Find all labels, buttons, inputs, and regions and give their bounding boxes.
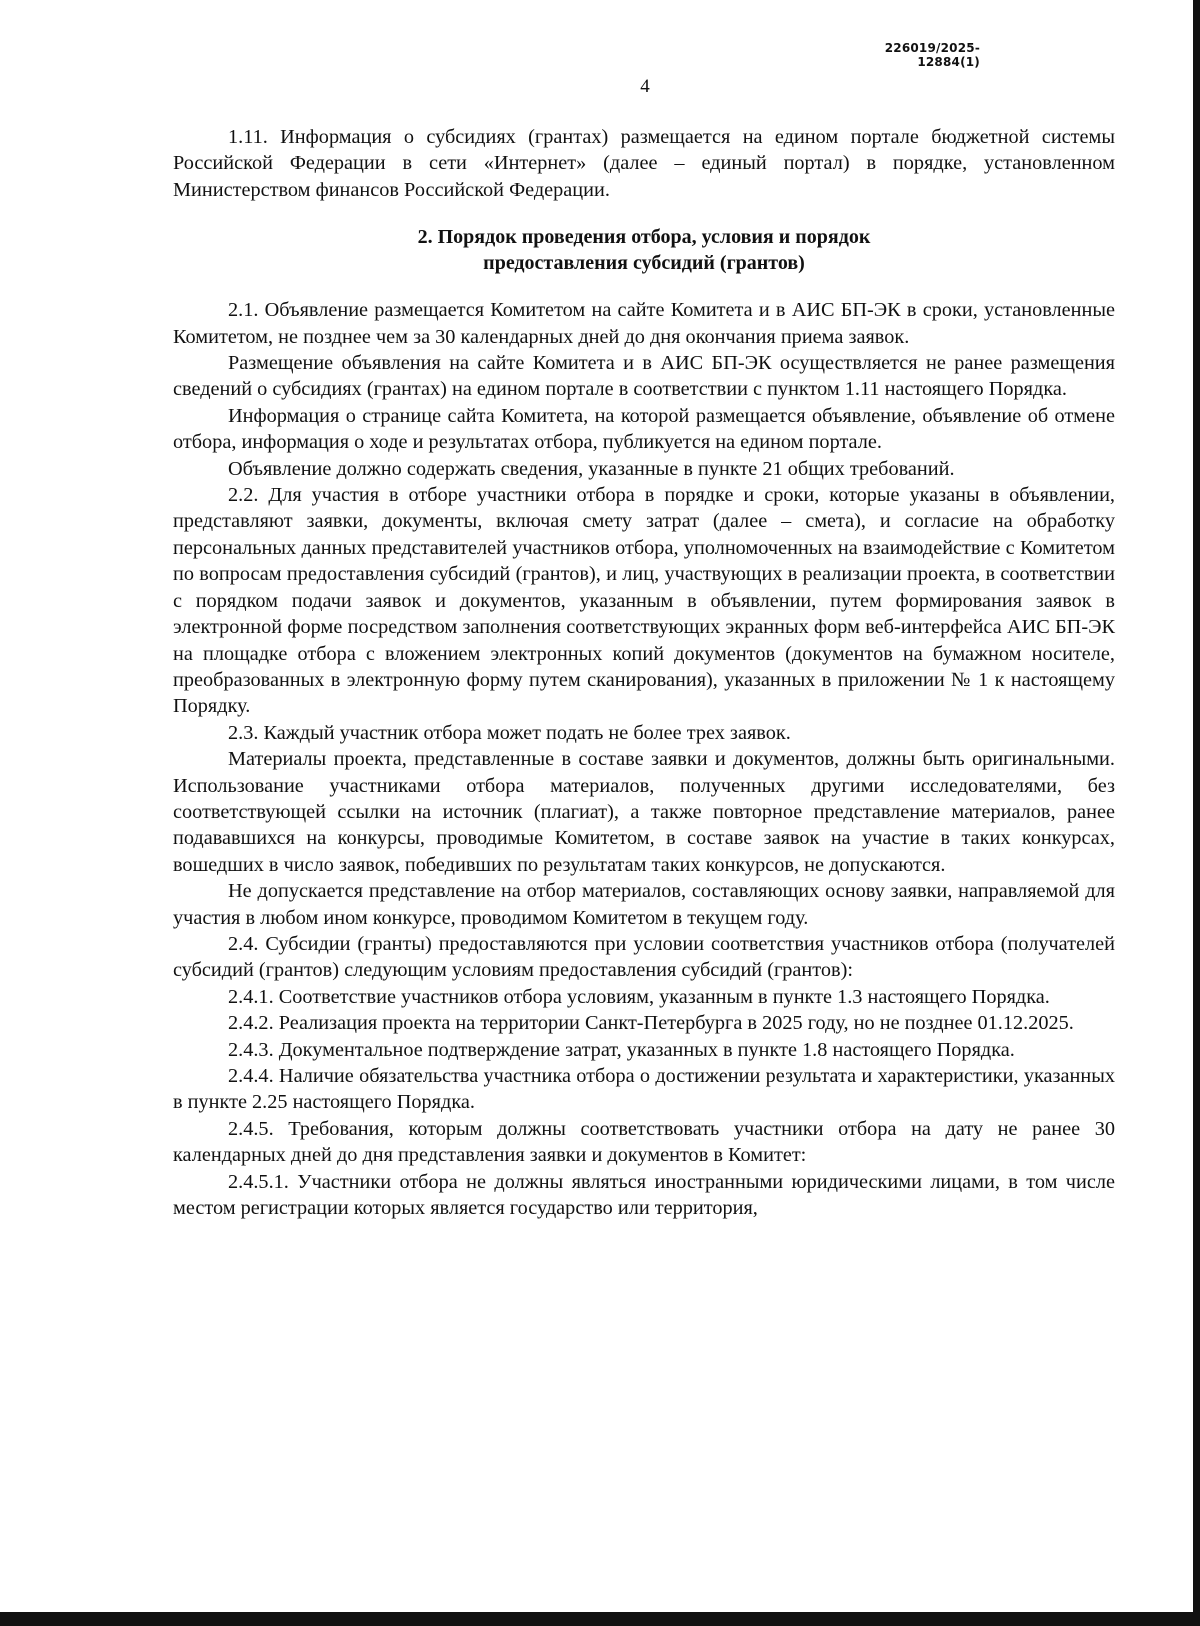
paragraph-2-4-3: 2.4.3. Документальное подтверждение затрат, указанных в пункте 1.8 настоящего Порядка. [228, 1038, 1015, 1061]
paragraph-2-3-materials: Материалы проекта, представленные в составе заявки и документов, должны быть оригинальными. Использование участниками отбора материалов, полученных другими исследователями, без соответствующей ссылки на источник (плагиат), а также повторное представление материалов, ранее подававшихся на конкурсы, проводимые Комитетом, в составе заявок на участие в таких конкурсах, вошедших в число заявок, победивших по результатам таких конкурсов, не допускаются. [173, 748, 1115, 876]
paragraph-2-1-info: Информация о странице сайта Комитета, на которой размещается объявление, объявление об отмене отбора, информация о ходе и результатах отбора, публикуется на едином портале. [173, 404, 1115, 454]
paragraph-2-4-1: 2.4.1. Соответствие участников отбора условиям, указанным в пункте 1.3 настоящего Порядка. [228, 985, 1050, 1008]
paragraph-2-1-placement: Размещение объявления на сайте Комитета и в АИС БП-ЭК осуществляется не ранее размещения сведений о субсидиях (грантах) на едином портале в соответствии с пунктом 1.11 настоящего Порядка. [173, 352, 1115, 401]
paragraph-2-3-restriction: Не допускается представление на отбор материалов, составляющих основу заявки, направляемой для участия в любом ином конкурсе, проводимом Комитетом в текущем году. [173, 880, 1115, 929]
paragraph-2-4-2: 2.4.2. Реализация проекта на территории Санкт-Петербурга в 2025 году, но не позднее 01.12.2025. [228, 1012, 1074, 1035]
section-heading-line-1: 2. Порядок проведения отбора, условия и порядок [417, 226, 871, 249]
section-heading [173, 224, 1115, 276]
paragraph-2-4-4: 2.4.4. Наличие обязательства участника отбора о достижении результата и характеристики, указанных в пункте 2.25 настоящего Порядка. [173, 1065, 1115, 1114]
paragraph-2-1-content: Объявление должно содержать сведения, указанные в пункте 21 общих требований. [228, 457, 955, 480]
paragraph-2-1: 2.1. Объявление размещается Комитетом на сайте Комитета и в АИС БП-ЭК в сроки, установленные Комитетом, не позднее чем за 30 календарных дней до дня окончания приема заявок. [173, 299, 1115, 348]
paragraph-2-3: 2.3. Каждый участник отбора может подать не более трех заявок. [228, 721, 791, 744]
document-body [173, 124, 1115, 1221]
page-number: 4 [640, 76, 650, 97]
paragraph-2-2: 2.2. Для участия в отборе участники отбора в порядке и сроки, которые указаны в объявлении, представляют заявки, документы, включая смету затрат (далее – смета), и согласие на обработку персональных данных представителей участников отбора, уполномоченных на взаимодействие с Комитетом по вопросам предоставления субсидий (грантов), и лиц, участвующих в реализации проекта, в соответствии с порядком подачи заявок и документов, указанным в объявлении, путем формирования заявок в электронной форме посредством заполнения соответствующих экранных форм веб-интерфейса АИС БП-ЭК на площадке отбора с вложением электронных копий документов (документов на бумажном носителе, преобразованных в электронную форму путем сканирования), указанных в приложении № 1 к настоящему Порядку. [173, 484, 1115, 718]
scan-edge-bottom [0, 1612, 1200, 1626]
scan-edge-right [1193, 0, 1200, 1626]
section-heading-line-2: предоставления субсидий (грантов) [483, 252, 805, 275]
paragraph-2-4-5-1: 2.4.5.1. Участники отбора не должны являться иностранными юридическими лицами, в том числе местом регистрации которых является государство или территория, [173, 1170, 1115, 1220]
paragraph-2-4: 2.4. Субсидии (гранты) предоставляются при условии соответствия участников отбора (получателей субсидий (грантов) следующим условиям предоставления субсидий (грантов): [173, 932, 1115, 982]
document-id: 226019/2025-12884(1) [884, 41, 980, 69]
paragraph-2-4-5: 2.4.5. Требования, которым должны соответствовать участники отбора на дату не ранее 30 календарных дней до дня представления заявки и документов в Комитет: [173, 1117, 1115, 1167]
paragraph-1-11: 1.11. Информация о субсидиях (грантах) размещается на едином портале бюджетной системы Российской Федерации в сети «Интернет» (далее – единый портал) в порядке, установленном Министерством финансов Российской Федерации. [173, 126, 1115, 201]
